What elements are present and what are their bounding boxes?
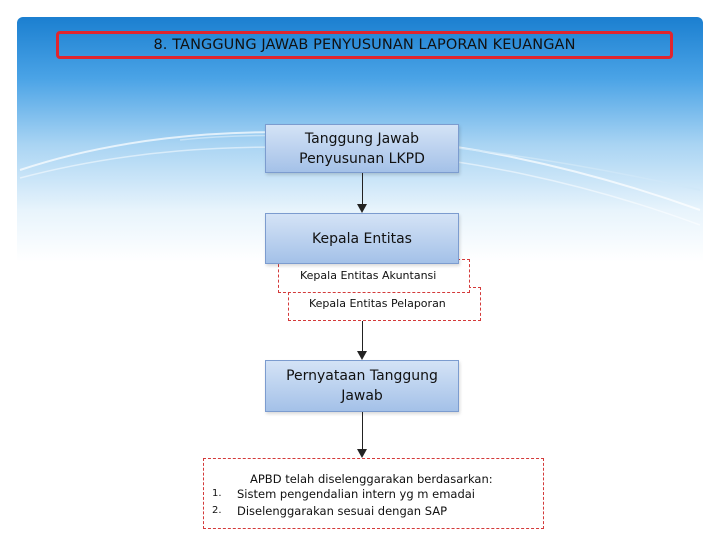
arrow-connector-2 (362, 321, 363, 352)
node-lkpd-line1: Tanggung Jawab (304, 130, 420, 147)
label-kepala-entitas-akuntansi: Kepala Entitas Akuntansi (300, 269, 437, 282)
node-kepala-entitas (265, 213, 459, 264)
arrowhead-2 (357, 351, 367, 360)
node-pernyataan-tanggung-jawab (265, 360, 459, 412)
node-lkpd-line2: Penyusunan LKPD (299, 150, 425, 167)
arrowhead-3 (357, 449, 367, 458)
label-kepala-entitas-pelaporan: Kepala Entitas Pelaporan (309, 297, 446, 310)
page-title: 8. TANGGUNG JAWAB PENYUSUNAN LAPORAN KEUANGAN (153, 37, 576, 53)
note-item-1-number: 1. (212, 488, 222, 499)
arrowhead-1 (357, 204, 367, 213)
node-pernyataan-line2: Jawab (341, 388, 383, 404)
note-item-1-text: Sistem pengendalian intern yg m emadai (237, 487, 476, 501)
note-item-2-text: Diselenggarakan sesuai dengan SAP (237, 504, 448, 518)
node-tanggung-jawab-lkpd (265, 124, 459, 173)
node-kepala-entitas-label: Kepala Entitas (312, 230, 412, 247)
note-item-2-number: 2. (212, 505, 222, 516)
note-heading: APBD telah diselenggarakan berdasarkan: (250, 472, 493, 486)
arrow-connector-1 (362, 173, 363, 205)
node-pernyataan-line1: Pernyataan Tanggung (286, 368, 438, 384)
arrow-connector-3 (362, 412, 363, 450)
title-box (56, 31, 673, 59)
